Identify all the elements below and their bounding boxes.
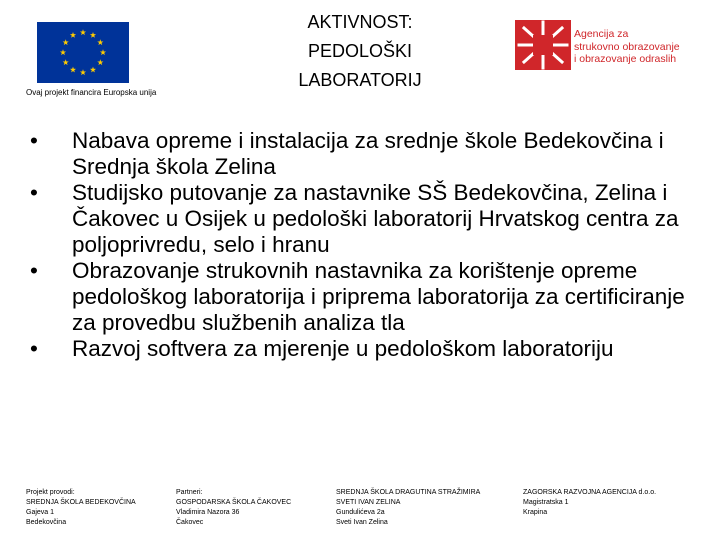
partner-block [523,488,656,518]
partner-line: Krapina [523,509,548,516]
agency-logo-block [515,20,715,70]
partner-line: Gajeva 1 [26,509,55,516]
partner-line: Vladimira Nazora 36 [176,509,240,516]
partner-line: SVETI IVAN ZELINA [336,499,401,506]
agency-line: strukovno obrazovanje [574,40,680,53]
partner-line: Sveti Ivan Zelina [336,519,388,526]
agency-logo-icon [515,20,571,70]
eu-caption: Ovaj projekt financira Europska unija [26,88,157,97]
list-item: • Nabava opreme i instalacija za srednje škole Bedekovčina i Srednja škola Zelina [30,128,710,180]
partner-line: SREDNJA ŠKOLA BEDEKOVČINA [26,499,136,506]
agency-line: i obrazovanje odraslih [574,53,677,65]
partner-block [336,488,480,528]
partner-line: Partneri: [176,489,203,496]
partners-footer [26,488,716,536]
partner-line: Projekt provodi: [26,489,75,496]
title-line: AKTIVNOST: [307,12,413,32]
eu-flag-icon [37,22,129,83]
title-line: PEDOLOŠKI [307,41,413,61]
partner-line: GOSPODARSKA ŠKOLA ČAKOVEC [176,499,292,506]
partner-line: SREDNJA ŠKOLA DRAGUTINA STRAŽIMIRA [336,489,481,496]
activity-list [30,128,710,362]
partner-block [26,488,136,528]
list-item: • Razvoj softvera za mjerenje u pedološkom laboratoriju [30,336,710,362]
partner-line: Gundulićeva 2a [336,509,385,516]
partner-line: Bedekovčina [26,519,67,526]
partner-line: ZAGORSKA RAZVOJNA AGENCIJA d.o.o. [523,489,657,496]
partner-line: Čakovec [176,519,204,526]
agency-name [574,28,680,66]
partner-block [176,488,291,528]
page-title [250,8,470,95]
partner-line: Magistratska 1 [523,499,569,506]
title-line: LABORATORIJ [298,70,422,90]
list-item: • Studijsko putovanje za nastavnike SŠ Bedekovčina, Zelina i Čakovec u Osijek u pedološki laboratorij Hrvatskog centra za poljoprivredu, selo i hranu [30,180,710,258]
list-item: • Obrazovanje strukovnih nastavnika za korištenje opreme pedološkog laboratorija i priprema laboratorija za certificiranje za provedbu službenih analiza tla [30,258,710,336]
agency-line: Agencija za [574,28,629,40]
